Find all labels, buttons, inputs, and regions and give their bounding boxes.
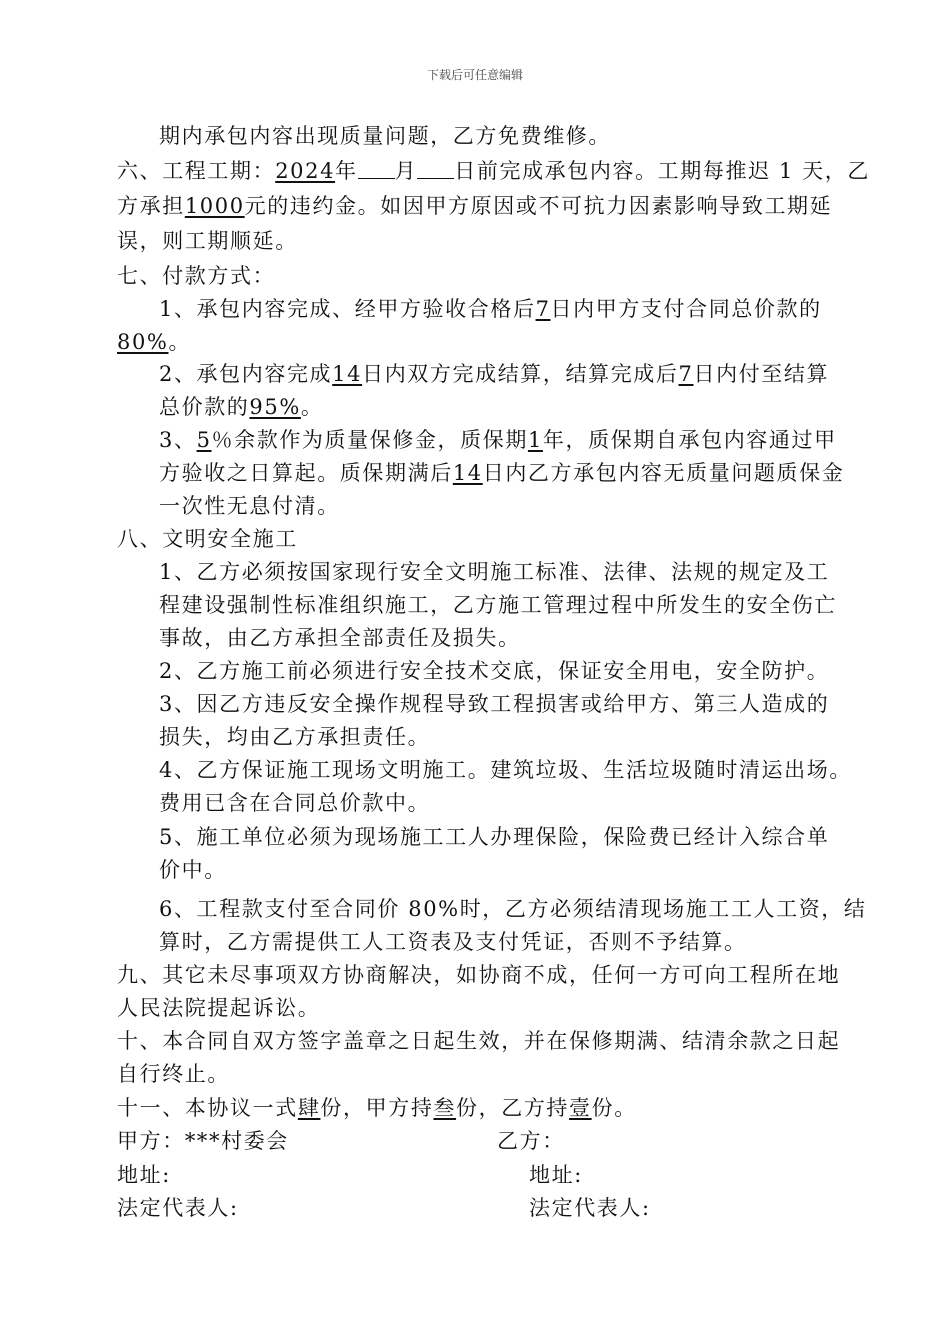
clause-8-6-line-2: 算时，乙方需提供工人工资表及支付凭证，否则不予结算。 bbox=[159, 930, 747, 954]
clause-6-line-1: 六、工程工期：2024年 月 日前完成承包内容。工期每推迟 1 天，乙 bbox=[117, 159, 870, 183]
clause-8-heading: 八、文明安全施工 bbox=[117, 527, 298, 551]
month-blank bbox=[358, 159, 395, 179]
clause-8-4-line-1: 4、乙方保证施工现场文明施工。建筑垃圾、生活垃圾随时清运出场。 bbox=[159, 758, 852, 782]
clause-9-line-1: 九、其它未尽事项双方协商解决，如协商不成，任何一方可向工程所在地 bbox=[117, 963, 841, 987]
page-header: 下载后可任意编辑 bbox=[426, 68, 523, 82]
completion-year: 2024 bbox=[275, 159, 336, 183]
clause-8-5-line-1: 5、施工单位必须为现场施工工人办理保险，保险费已经计入综合单 bbox=[159, 825, 830, 849]
party-a-line bbox=[117, 1129, 289, 1153]
party-a-label: 甲方： bbox=[117, 1129, 185, 1153]
clause-7-heading: 七、付款方式： bbox=[117, 264, 276, 288]
clause-8-1-line-3: 事故，由乙方承担全部责任及损失。 bbox=[159, 626, 521, 650]
clause-8-4-line-2: 费用已含在合同总价款中。 bbox=[159, 791, 431, 815]
clause-8-5-line-2: 价中。 bbox=[159, 858, 227, 882]
clause-7-1-line-2: 80%。 bbox=[117, 330, 192, 354]
clause-7-2-line-1: 2、承包内容完成14日内双方完成结算，结算完成后7日内付至结算 bbox=[159, 362, 830, 386]
clause-11: 十一、本协议一式肆份，甲方持叁份，乙方持壹份。 bbox=[117, 1096, 637, 1120]
clause-7-2-line-2: 总价款的95%。 bbox=[159, 395, 324, 419]
clause-6-line-3: 误，则工期顺延。 bbox=[117, 229, 298, 253]
party-a-value: ***村委会 bbox=[184, 1129, 289, 1153]
party-b-label: 乙方： bbox=[497, 1129, 565, 1153]
clause-8-2: 2、乙方施工前必须进行安全技术交底，保证安全用电，安全防护。 bbox=[159, 659, 830, 683]
party-b-address-label: 地址: bbox=[529, 1163, 583, 1187]
clause-7-3-line-2: 方验收之日算起。质保期满后14日内乙方承包内容无质量问题质保金 bbox=[159, 461, 845, 485]
clause-8-6-line-1: 6、工程款支付至合同价 80%时，乙方必须结清现场施工工人工资，结 bbox=[159, 897, 867, 921]
clause-9-line-2: 人民法院提起诉讼。 bbox=[117, 996, 321, 1020]
day-blank bbox=[417, 159, 454, 179]
clause-10-line-1: 十、本合同自双方签字盖章之日起生效，并在保修期满、结清余款之日起 bbox=[117, 1029, 841, 1053]
clause-7-1-line-1: 1、承包内容完成、经甲方验收合格后7日内甲方支付合同总价款的 bbox=[159, 297, 822, 321]
clause-7-3-line-1: 3、5％余款作为质量保修金，质保期1年，质保期自承包内容通过甲 bbox=[159, 428, 837, 452]
clause-8-1-line-2: 程建设强制性标准组织施工，乙方施工管理过程中所发生的安全伤亡 bbox=[159, 593, 837, 617]
party-b-rep-label: 法定代表人: bbox=[529, 1196, 651, 1220]
clause-8-3-line-2: 损失，均由乙方承担责任。 bbox=[159, 725, 431, 749]
penalty-amount: 1000 bbox=[184, 194, 245, 218]
clause-8-3-line-1: 3、因乙方违反安全操作规程导致工程损害或给甲方、第三人造成的 bbox=[159, 692, 830, 716]
clause-8-1-line-1: 1、乙方必须按国家现行安全文明施工标准、法律、法规的规定及工 bbox=[159, 560, 830, 584]
clause-10-line-2: 自行终止。 bbox=[117, 1062, 230, 1086]
party-a-rep-label: 法定代表人: bbox=[117, 1196, 239, 1220]
clause-6-line-2: 方承担1000元的违约金。如因甲方原因或不可抗力因素影响导致工期延 bbox=[117, 194, 833, 218]
party-a-address-label: 地址: bbox=[117, 1163, 171, 1187]
clause-7-3-line-3: 一次性无息付清。 bbox=[159, 494, 340, 518]
clause-5-continuation: 期内承包内容出现质量问题，乙方免费维修。 bbox=[159, 124, 611, 148]
